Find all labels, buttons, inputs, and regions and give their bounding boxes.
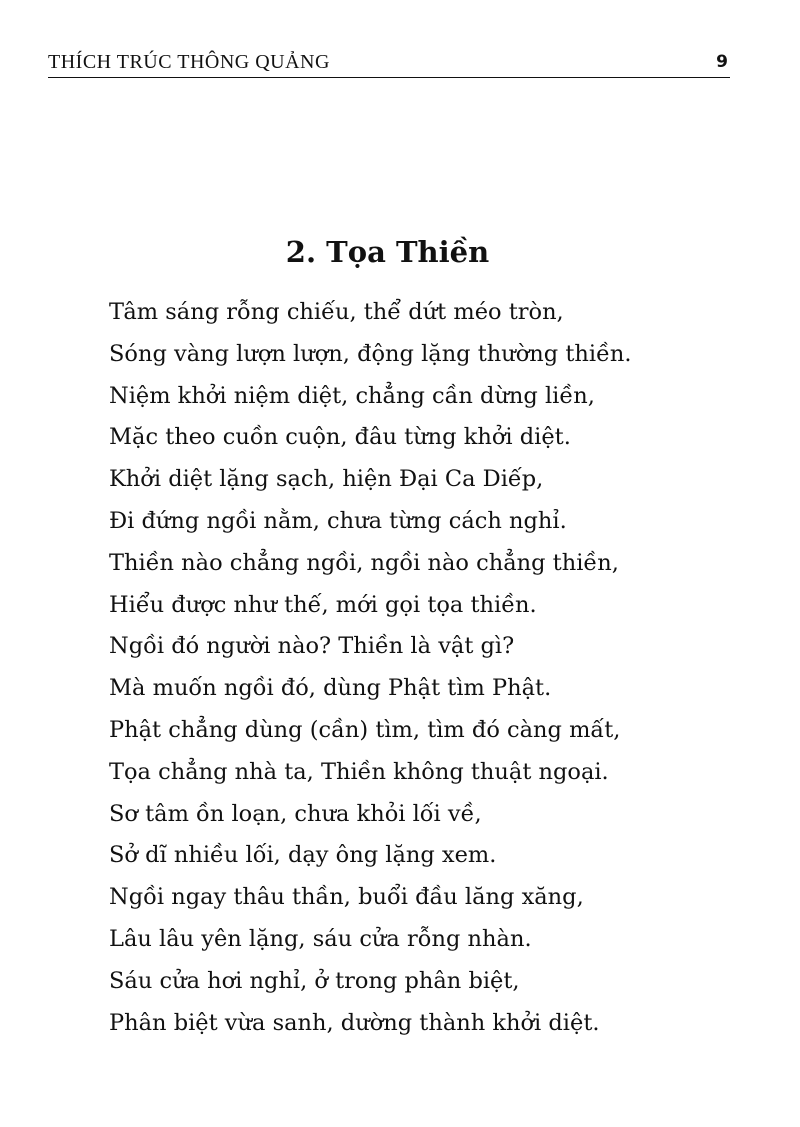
poem-line: Sóng vàng lượn lượn, động lặng thường thiền. [109, 340, 632, 367]
poem-line: Lâu lâu yên lặng, sáu cửa rỗng nhàn. [109, 925, 532, 952]
poem-line: Phật chẳng dùng (cần) tìm, tìm đó càng mất, [109, 716, 621, 743]
poem-line: Mà muốn ngồi đó, dùng Phật tìm Phật. [109, 675, 552, 702]
page-header [48, 50, 730, 78]
poem-line: Phân biệt vừa sanh, dường thành khởi diệt. [109, 1009, 600, 1036]
poem-line: Ngồi ngay thâu thần, buổi đầu lăng xăng, [109, 884, 584, 911]
poem-line: Thiền nào chẳng ngồi, ngồi nào chẳng thiền, [109, 549, 619, 576]
poem-line: Mặc theo cuồn cuộn, đâu từng khởi diệt. [109, 424, 571, 451]
running-header-author: THÍCH TRÚC THÔNG QUẢNG [48, 51, 330, 73]
poem-line: Sáu cửa hơi nghỉ, ở trong phân biệt, [109, 967, 520, 994]
page-number: 9 [716, 52, 728, 72]
poem-line: Niệm khởi niệm diệt, chẳng cần dừng liền, [109, 382, 595, 409]
poem-line: Khởi diệt lặng sạch, hiện Đại Ca Diếp, [109, 466, 544, 493]
poem-line: Tâm sáng rỗng chiếu, thể dứt méo tròn, [109, 299, 564, 325]
poem-body [109, 292, 769, 1044]
poem-title: 2. Tọa Thiền [285, 235, 490, 270]
poem-line: Đi đứng ngồi nằm, chưa từng cách nghỉ. [109, 507, 567, 534]
poem-line: Sơ tâm ồn loạn, chưa khỏi lối về, [109, 800, 482, 827]
header-divider [48, 77, 730, 78]
poem-line: Ngồi đó người nào? Thiền là vật gì? [109, 633, 515, 660]
poem-line: Tọa chẳng nhà ta, Thiền không thuật ngoại. [109, 758, 609, 785]
poem-line: Hiểu được như thế, mới gọi tọa thiền. [109, 591, 537, 618]
poem-line: Sở dĩ nhiều lối, dạy ông lặng xem. [109, 842, 497, 869]
